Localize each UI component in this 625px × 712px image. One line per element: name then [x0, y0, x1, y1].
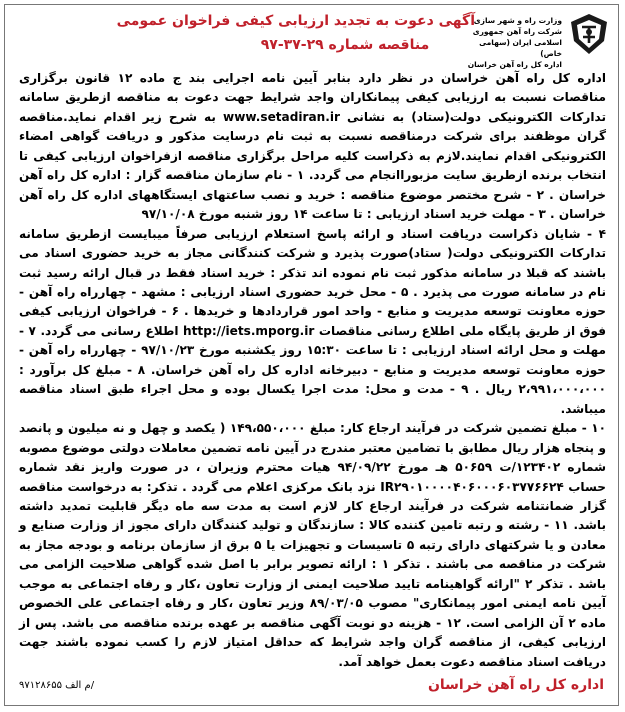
signature-name: اداره کل راه آهن خراسان: [427, 677, 604, 693]
ad-body: [19, 69, 606, 672]
org-line-ministry: وزارت راه و شهر سازی: [473, 16, 562, 25]
ad-frame: [4, 4, 619, 706]
ad-title: آگهی دعوت به تجدید ارزیابی کیفی فراخوان عمومی: [116, 13, 475, 29]
organization-logo-block: [462, 11, 612, 69]
signature-block: [5, 669, 618, 693]
ad-header: [5, 5, 620, 67]
org-line-company: شرکت راه آهن جمهوری اسلامی ایران (سهامی خاص): [472, 27, 562, 58]
ad-reference-code: م الف ۹۷۱۲۸۶۵۵/: [19, 680, 95, 691]
body-paragraph: اداره کل راه آهن خراسان در نظر دارد بنابر آیین نامه اجرایی بند ج ماده ۱۲ قانون برگزاری مناقصات نسبت به ارزیابی کیفی پیمانکاران واجد شرایط جهت دعوت به مناقصه ازطریق سامانه تدارکات الکترونیکی دولت(ستاد) به نشانی www.setadiran.ir به شرح زیر اقدام نماید.مناقصه گران موظفند برای شرکت درمناقصه نسبت به ثبت نام درسایت مذکور و دریافت گواهی امضاء الکترونیکی اقدام نمایند.لازم به ذکراست کلیه مراحل برگزاری مناقصه ازفراخوان ارزیابی کیفی تا انتخاب برنده ازطریق سایت مزبوراانجام می گردد. ۱ - نام سازمان مناقصه گزار : اداره کل راه آهن خراسان . ۲ - شرح مختصر موضوع مناقصه : خرید و نصب ساعتهای ایستگاههای اداره کل راه آهن خراسان . ۳ - مهلت خرید اسناد ارزیابی : تا ساعت ۱۴ روز شنبه مورخ ۹۷/۱۰/۰۸: [19, 71, 607, 222]
title-block: [116, 11, 475, 55]
body-paragraph: ۴ - شایان ذکراست دریافت اسناد و ارائه پاسخ استعلام ارزیابی صرفاً میبایست ازطریق سامانه تدارکات الکترونیکی دولت( ستاد)صورت پذیرد و شرکت کنندگانی مجاز به خرید حضوری اسناد می باشند که قبلا در سامانه مذکور ثبت نام نموده اند تذکر : خرید اسناد فقط در قبال ارائه رسید ثبت نام در سامانه صورت می پذیرد . ۵ - محل خرید حضوری اسناد ارزیابی : مشهد - چهارراه راه آهن - حوزه معاونت توسعه مدیریت و منابع - واحد امور قراردادها و خریدها . ۶ - فراخوان ارزیابی کیفی فوق از طریق پایگاه ملی اطلاع رسانی مناقصات http://iets.mporg.ir اطلاع رسانی می گردد. ۷ - مهلت و محل ارائه اسناد ارزیابی : تا ساعت ۱۵:۳۰ روز یکشنبه مورخ ۹۷/۱۰/۲۳ - چهارراه راه آهن - حوزه معاونت توسعه مدیریت و منابع - دبیرخانه اداره کل راه آهن خراسان. ۸ - مبلغ کل برآورد : ۲،۹۹۱،۰۰۰،۰۰۰ ریال . ۹ - مدت و محل: مدت اجرا یکسال بوده و محل اجراء طبق اسناد مناقصه میباشد.: [19, 226, 606, 416]
railway-emblem-icon: [566, 11, 612, 57]
body-paragraph: ۱۰ - مبلغ تضمین شرکت در فرآیند ارجاع کار: مبلغ ۱۴۹،۵۵۰،۰۰۰ ( یکصد و چهل و نه میلیون و پانصد و پنجاه هزار ریال مطابق با تضامین معتبر مندرج در آیین نامه تضمین معاملات دولتی موضوع مصوبه شماره ۱۲۳۴۰۲/ت ۵۰۶۵۹ هـ مورخ ۹۴/۰۹/۲۲ هیات محترم وزیران ، در صورت واریز نقد شماره حساب IR۲۹۰۱۰۰۰۰۴۰۶۰۰۰۶۰۳۷۷۶۶۲۴ نزد بانک مرکزی اعلام می گردد . تذکر: به درخواست مناقصه گزار ضمانتنامه شرکت در فرآیند ارجاع کار لازم است به مدت سه ماه دیگر قابلیت تمدید داشته باشد. ۱۱ - رشته و رتبه تامین کننده کالا : سازندگان و تولید کنندگان دارای مجوز از وزارت صنایع و معادن و یا شرکتهای دارای رتبه ۵ تاسیسات و تجهیزات یا ۵ برق از سازمان برنامه و بودجه مجاز به شرکت در مناقصه می باشند . تذکر ۱ : ارائه تصویر برابر با اصل شده گواهی صلاحیت الزامی می باشد . تذکر ۲ "ارائه گواهینامه تایید صلاحیت ایمنی از وزارت تعاون ،کار و رفاه اجتماعی به موجب آیین نامه ایمنی امور پیمانکاری" مصوب ۸۹/۰۳/۰۵ وزیر تعاون ،کار و رفاه اجتماعی علی الخصوص ماده ۲ آن الزامی است. ۱۲ - هزینه دو نوبت آگهی مناقصه بر عهده برنده مناقصه می باشد. پس از ارزیابی کیفی، از مناقصه گران واجد شرایط که حداقل امتیاز لازم را کسب نموده باشند جهت دریافت اسناد مناقصه دعوت بعمل خواهد آمد.: [19, 421, 607, 669]
org-line-department: اداره کل راه آهن خراسان: [467, 60, 562, 69]
tender-number: مناقصه شماره ۲۹-۳۷-۹۷: [260, 37, 430, 53]
